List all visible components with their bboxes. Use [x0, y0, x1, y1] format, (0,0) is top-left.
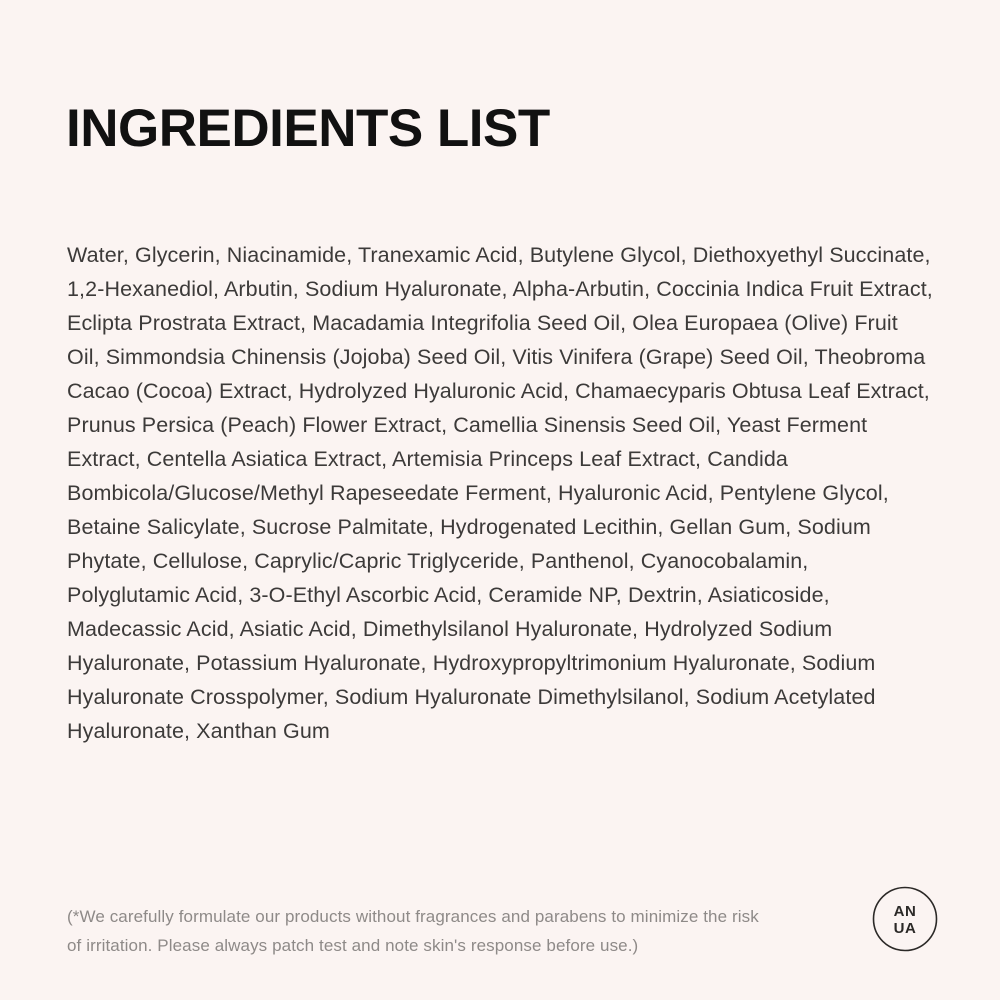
ingredients-list-text: Water, Glycerin, Niacinamide, Tranexamic Acid, Butylene Glycol, Diethoxyethyl Succinate, 1,2-Hexanediol, Arbutin, Sodium Hyaluronate, Alpha-Arbutin, Coccinia Indica Fruit Extract, Eclipta Prostrata Extract, Macadamia Integrifolia Seed Oil, Olea Europaea (Olive) Fruit Oil, Simmondsia Chinensis (Jojoba) Seed Oil, Vitis Vinifera (Grape) Seed Oil, Theobroma Cacao (Cocoa) Extract, Hydrolyzed Hyaluronic Acid, Chamaecyparis Obtusa Leaf Extract, Prunus Persica (Peach) Flower Extract, Camellia Sinensis Seed Oil, Yeast Ferment Extract, Centella Asiatica Extract, Artemisia Princeps Leaf Extract, Candida Bombicola/Glucose/Methyl Rapeseedate Ferment, Hyaluronic Acid, Pentylene Glycol, Betaine Salicylate, Sucrose Palmitate, Hydrogenated Lecithin, Gellan Gum, Sodium Phytate, Cellulose, Caprylic/Capric Triglyceride, Panthenol, Cyanocobalamin, Polyglutamic Acid, 3-O-Ethyl Ascorbic Acid, Ceramide NP, Dextrin, Asiaticoside, Madecassic Acid, Asiatic Acid, Dimethylsilanol Hyaluronate, Hydrolyzed Sodium Hyaluronate, Potassium Hyaluronate, Hydroxypropyltrimonium Hyaluronate, Sodium Hyaluronate Crosspolymer, Sodium Hyaluronate Dimethylsilanol, Sodium Acetylated Hyaluronate, Xanthan Gum — [67, 242, 933, 743]
page-title: INGREDIENTS LIST — [66, 98, 550, 158]
anua-brand-logo — [872, 886, 938, 952]
logo-text-line1: AN — [893, 903, 917, 920]
logo-text-line2: UA — [893, 920, 917, 937]
formulation-disclaimer: (*We carefully formulate our products without fragrances and parabens to minimize the risk of irritation. Please always patch test and note skin's response before use.) — [67, 907, 759, 955]
